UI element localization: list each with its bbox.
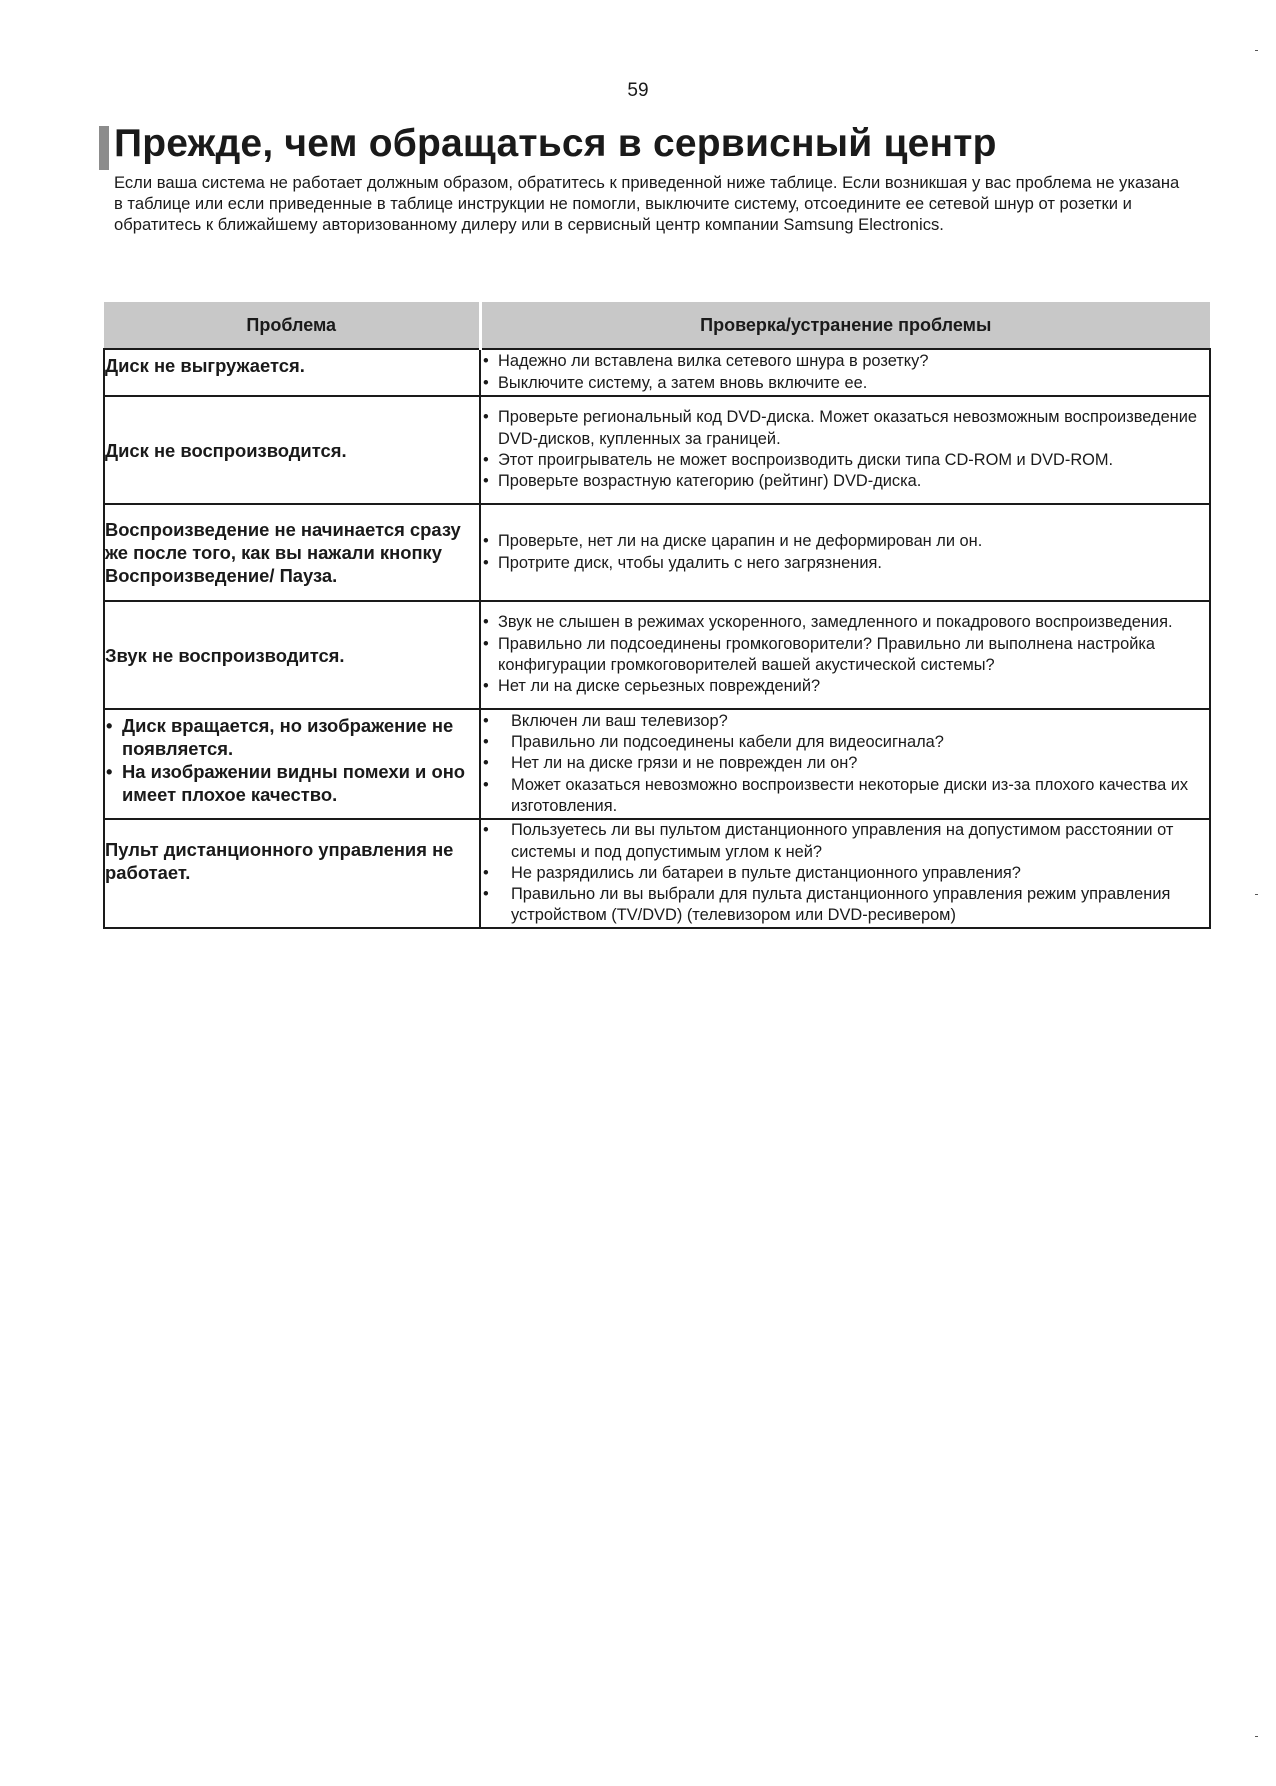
check-item: • Проверьте региональный код DVD-диска. Может оказаться невозможным воспроизведение DVD-дисков, купленных за границей. [481, 407, 1209, 450]
check-item: • Проверьте, нет ли на диске царапин и не деформирован ли он. [481, 531, 1209, 552]
problem-cell [104, 709, 480, 819]
problem-cell: Звук не воспроизводится. [104, 601, 480, 709]
edge-mark [1255, 894, 1258, 895]
check-item: • Правильно ли вы выбрали для пульта дистанционного управления режим управления устройством (TV/DVD) (телевизором или DVD-ресивером) [481, 884, 1209, 927]
problem-cell: Пульт дистанционного управления не работает. [104, 819, 480, 928]
page-title: Прежде, чем обращаться в сервисный центр [114, 122, 997, 165]
check-item: • Протрите диск, чтобы удалить с него загрязнения. [481, 553, 1209, 574]
check-cell [480, 396, 1210, 504]
check-item: • Этот проигрыватель не может воспроизводить диски типа CD-ROM и DVD-ROM. [481, 450, 1209, 471]
check-item: • Включен ли ваш телевизор? [481, 711, 1209, 732]
check-cell [480, 819, 1210, 928]
table-row [104, 349, 1210, 396]
problem-cell: Диск не воспроизводится. [104, 396, 480, 504]
check-item: • Нет ли на диске грязи и не поврежден ли он? [481, 753, 1209, 774]
edge-mark [1255, 50, 1258, 51]
check-item: • Может оказаться невозможно воспроизвести некоторые диски из-за плохого качества их изготовления. [481, 775, 1209, 818]
table-row [104, 396, 1210, 504]
problem-cell: Диск не выгружается. [104, 349, 480, 396]
header-check: Проверка/устранение проблемы [480, 302, 1210, 349]
table-row [104, 601, 1210, 709]
check-cell [480, 349, 1210, 396]
table-row [104, 709, 1210, 819]
check-cell [480, 504, 1210, 601]
check-item: • Не разрядились ли батареи в пульте дистанционного управления? [481, 863, 1209, 884]
check-item: • Правильно ли подсоединены кабели для видеосигнала? [481, 732, 1209, 753]
check-item: • Выключите систему, а затем вновь включите ее. [481, 373, 1209, 394]
problem-item: • На изображении видны помехи и оно имеет плохое качество. [105, 760, 479, 806]
problem-cell: Воспроизведение не начинается сразу же после того, как вы нажали кнопку Воспроизведение/ Пауза. [104, 504, 480, 601]
header-problem: Проблема [104, 302, 480, 349]
page-number: 59 [627, 80, 649, 101]
check-item: • Пользуетесь ли вы пультом дистанционного управления на допустимом расстоянии от системы и под допустимым углом к ней? [481, 820, 1209, 863]
check-item: • Нет ли на диске серьезных повреждений? [481, 676, 1209, 697]
problem-item: • Диск вращается, но изображение не появляется. [105, 714, 479, 760]
check-cell [480, 709, 1210, 819]
check-cell [480, 601, 1210, 709]
table-row [104, 819, 1210, 928]
edge-mark [1255, 1736, 1258, 1737]
table-row [104, 504, 1210, 601]
title-accent-bar [99, 126, 109, 170]
table-header-row [104, 302, 1210, 349]
check-item: • Проверьте возрастную категорию (рейтинг) DVD-диска. [481, 471, 1209, 492]
check-item: • Звук не слышен в режимах ускоренного, замедленного и покадрового воспроизведения. [481, 612, 1209, 633]
intro-paragraph: Если ваша система не работает должным образом, обратитесь к приведенной ниже таблице. Если возникшая у вас проблема не указана в таблице или если приведенные в таблице инструкции не помогли, выключите систему, отсоедините ее сетевой шнур от розетки и обратитесь к ближайшему авторизованному дилеру или в сервисный центр компании Samsung Electronics. [114, 173, 1180, 234]
check-item: • Правильно ли подсоединены громкоговорители? Правильно ли выполнена настройка конфигурации громкоговорителей вашей акустической системы? [481, 634, 1209, 677]
check-item: • Надежно ли вставлена вилка сетевого шнура в розетку? [481, 351, 1209, 372]
troubleshooting-table [103, 302, 1211, 929]
